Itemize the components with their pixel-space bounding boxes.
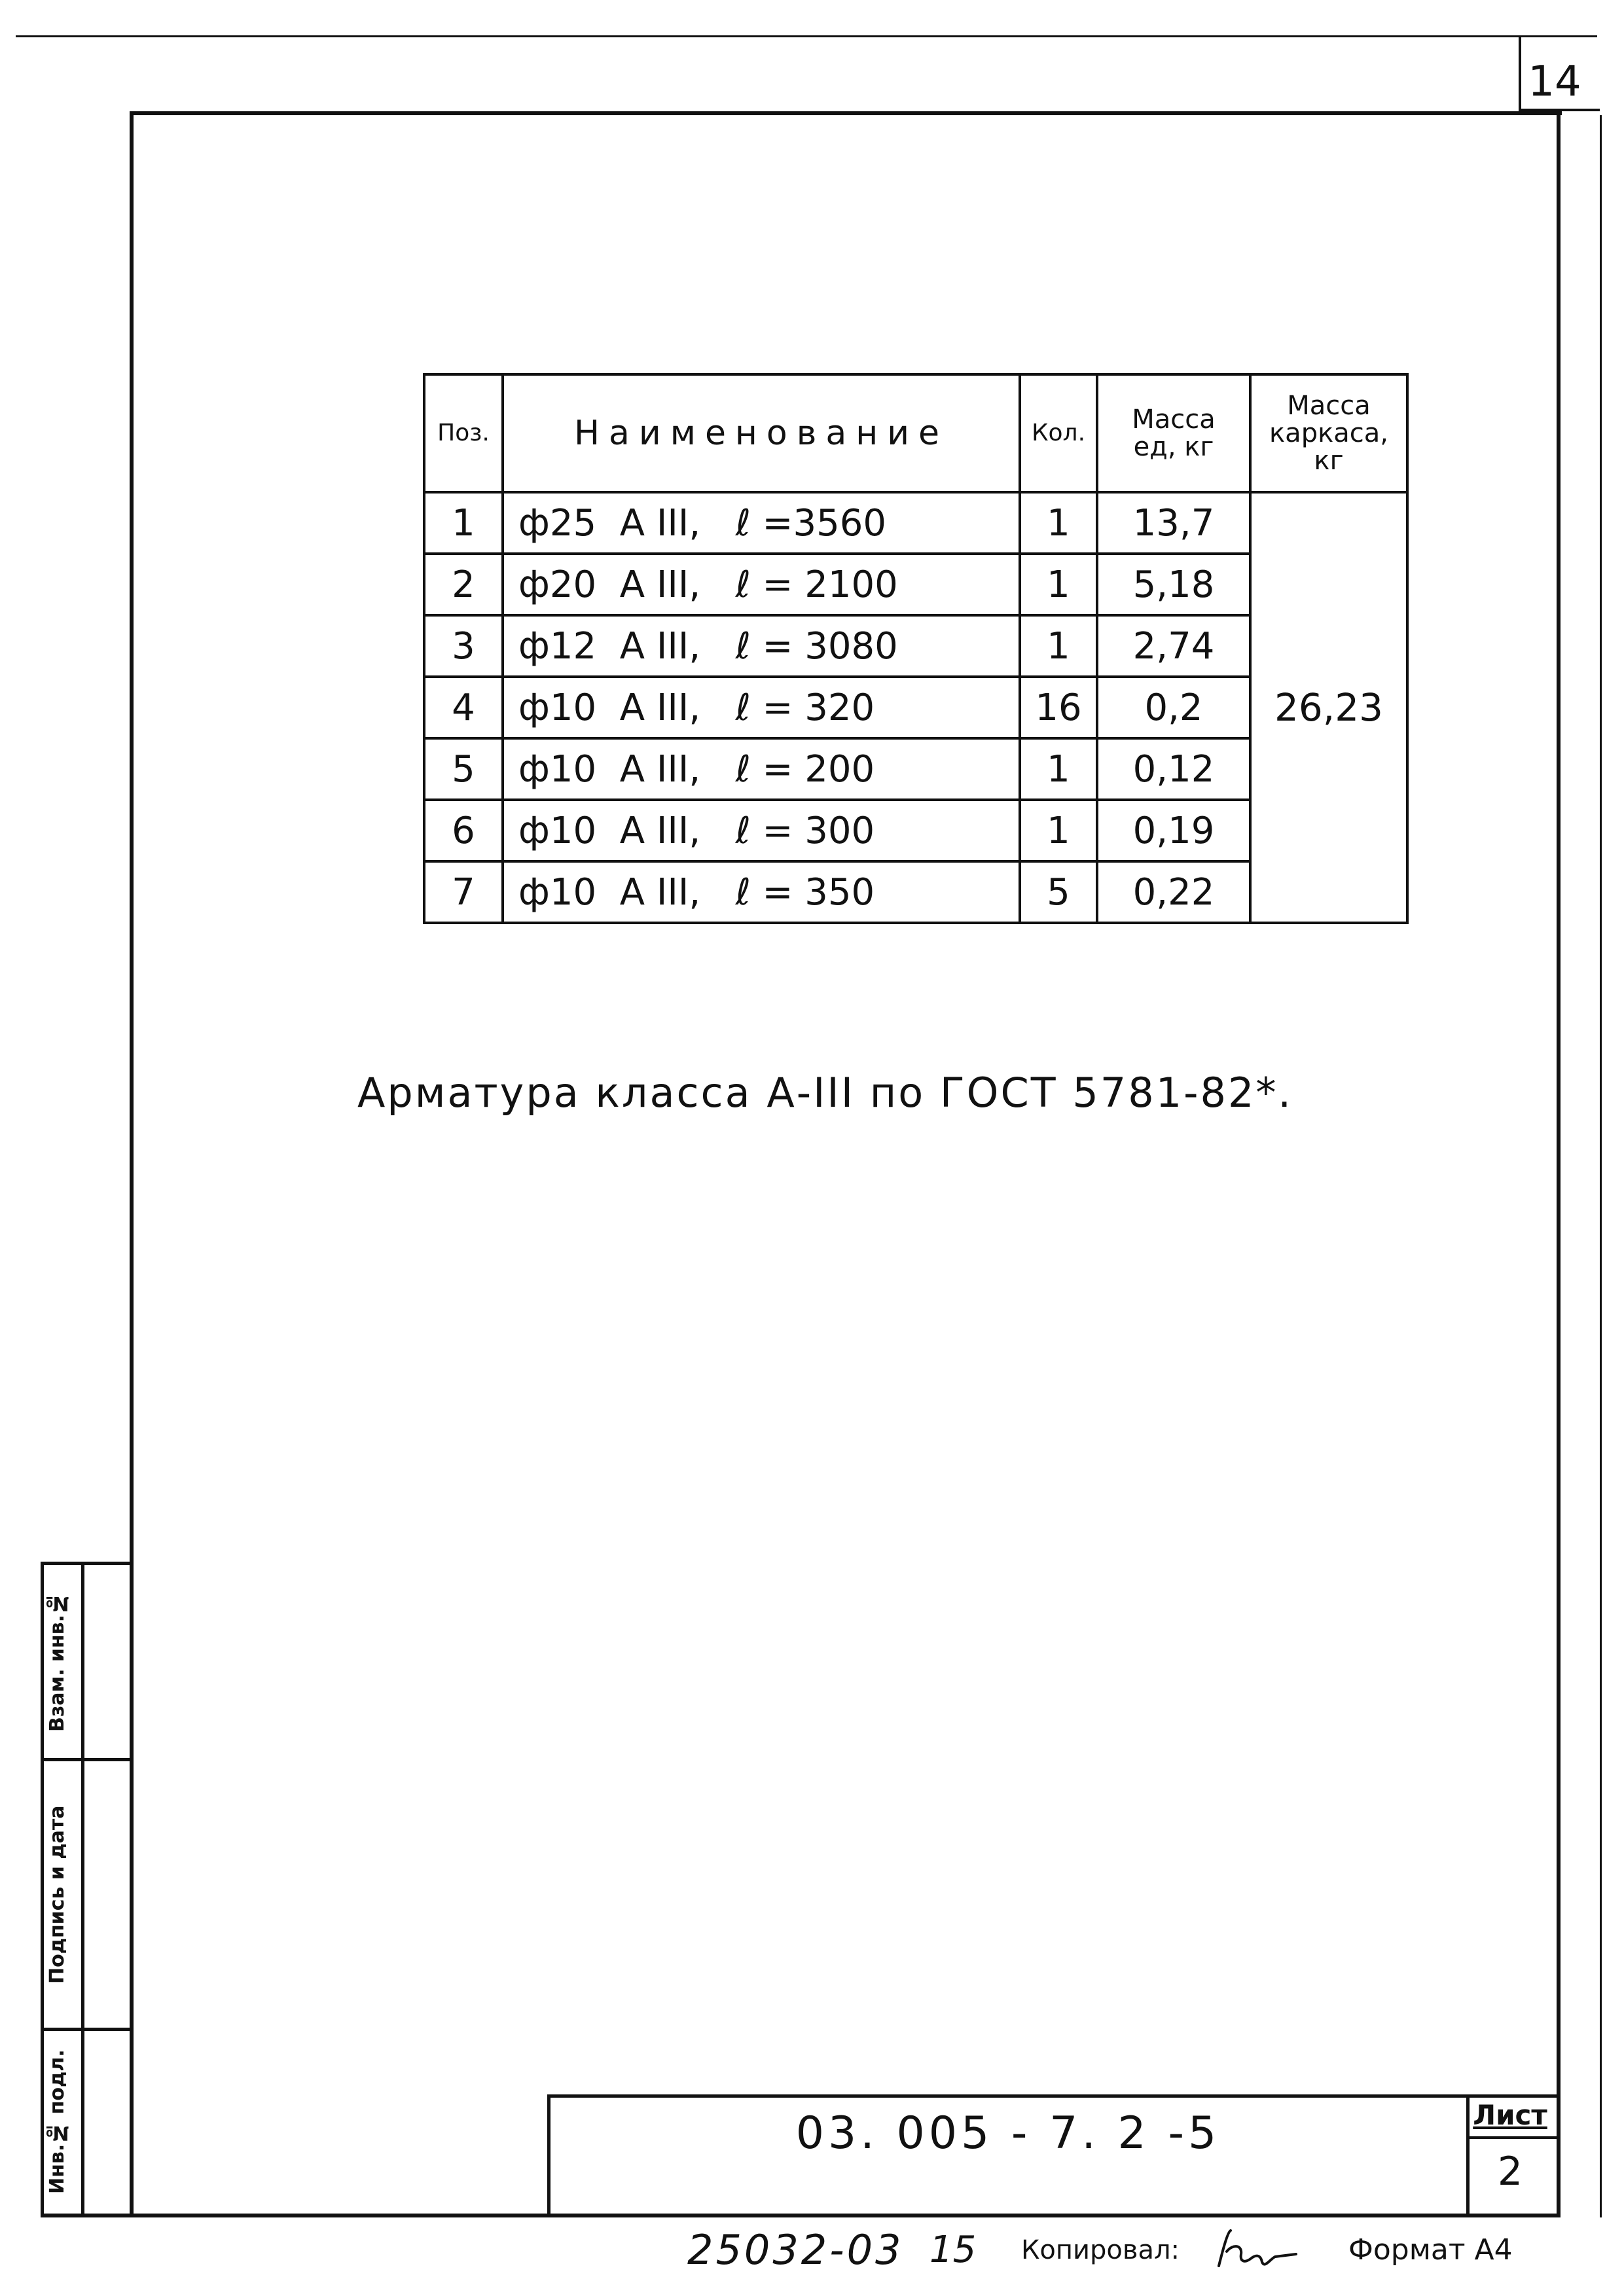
row-qty: 5: [1020, 861, 1097, 923]
copier-signature-icon: [1211, 2225, 1309, 2278]
row-qty: 1: [1020, 554, 1097, 615]
row-name: ф10 А III, ℓ = 300: [503, 800, 1020, 861]
row-pos: 3: [424, 615, 503, 677]
row-pos: 4: [424, 677, 503, 738]
header-pos: Поз.: [424, 374, 503, 492]
header-frame-mass: [1250, 374, 1407, 492]
header-frame-mass-line1: Масса: [1287, 391, 1371, 421]
header-frame-mass-line2: каркаса,: [1269, 418, 1388, 448]
row-qty: 1: [1020, 800, 1097, 861]
header-qty: Кол.: [1020, 374, 1097, 492]
row-qty: 1: [1020, 615, 1097, 677]
copied-label: Копировал:: [1021, 2235, 1180, 2265]
specification-table: [423, 373, 1409, 924]
table-row: [424, 492, 1407, 554]
row-mass: 0,12: [1097, 738, 1250, 800]
header-unit-mass-line2: ед, кг: [1133, 432, 1214, 462]
row-name: ф25 А III, ℓ =3560: [503, 492, 1020, 554]
row-pos: 1: [424, 492, 503, 554]
outer-right-edge: [1600, 115, 1602, 2217]
order-suffix: 15: [929, 2229, 977, 2271]
replace-inv-label: Взам. инв.№: [46, 1591, 69, 1732]
row-name: ф12 А III, ℓ = 3080: [503, 615, 1020, 677]
sheet-label: Лист: [1473, 2099, 1547, 2131]
side-stamp-outer-left: [41, 1564, 44, 2217]
row-mass: 13,7: [1097, 492, 1250, 554]
row-pos: 6: [424, 800, 503, 861]
header-name: Наименование: [503, 374, 1020, 492]
row-mass: 5,18: [1097, 554, 1250, 615]
frame-left: [130, 111, 134, 2217]
side-stamp-top: [41, 1562, 134, 1565]
reinforcement-note: Арматура класса А-III по ГОСТ 5781-82*.: [357, 1069, 1293, 1117]
document-code: 03. 005 - 7. 2 -5: [795, 2108, 1221, 2159]
total-frame-mass: 26,23: [1250, 492, 1407, 923]
header-unit-mass-line1: Масса: [1132, 404, 1216, 435]
page-number: 14: [1528, 58, 1581, 106]
top-trim-line: [16, 35, 1597, 37]
order-number: 25032-03: [687, 2226, 904, 2274]
sheet-number: 2: [1497, 2149, 1523, 2195]
table-header-row: [424, 374, 1407, 492]
row-qty: 1: [1020, 738, 1097, 800]
format-label: Формат А4: [1348, 2233, 1513, 2267]
row-qty: 16: [1020, 677, 1097, 738]
row-pos: 5: [424, 738, 503, 800]
row-mass: 0,22: [1097, 861, 1250, 923]
row-name: ф10 А III, ℓ = 320: [503, 677, 1020, 738]
signature-date-label: Подпись и дата: [46, 1805, 69, 1984]
row-mass: 2,74: [1097, 615, 1250, 677]
row-pos: 2: [424, 554, 503, 615]
row-name: ф10 А III, ℓ = 350: [503, 861, 1020, 923]
row-pos: 7: [424, 861, 503, 923]
side-stamp-divider-1: [41, 1758, 134, 1761]
row-qty: 1: [1020, 492, 1097, 554]
row-mass: 0,19: [1097, 800, 1250, 861]
row-mass: 0,2: [1097, 677, 1250, 738]
frame-top: [131, 111, 1562, 115]
row-name: ф20 А III, ℓ = 2100: [503, 554, 1020, 615]
inv-orig-label: Инв.№ подл.: [46, 2049, 69, 2195]
row-name: ф10 А III, ℓ = 200: [503, 738, 1020, 800]
header-unit-mass: [1097, 374, 1250, 492]
frame-right: [1557, 111, 1561, 2217]
header-frame-mass-line3: кг: [1314, 446, 1344, 476]
side-stamp-divider-2: [41, 2028, 134, 2031]
side-stamp-inner-left: [81, 1564, 84, 2217]
